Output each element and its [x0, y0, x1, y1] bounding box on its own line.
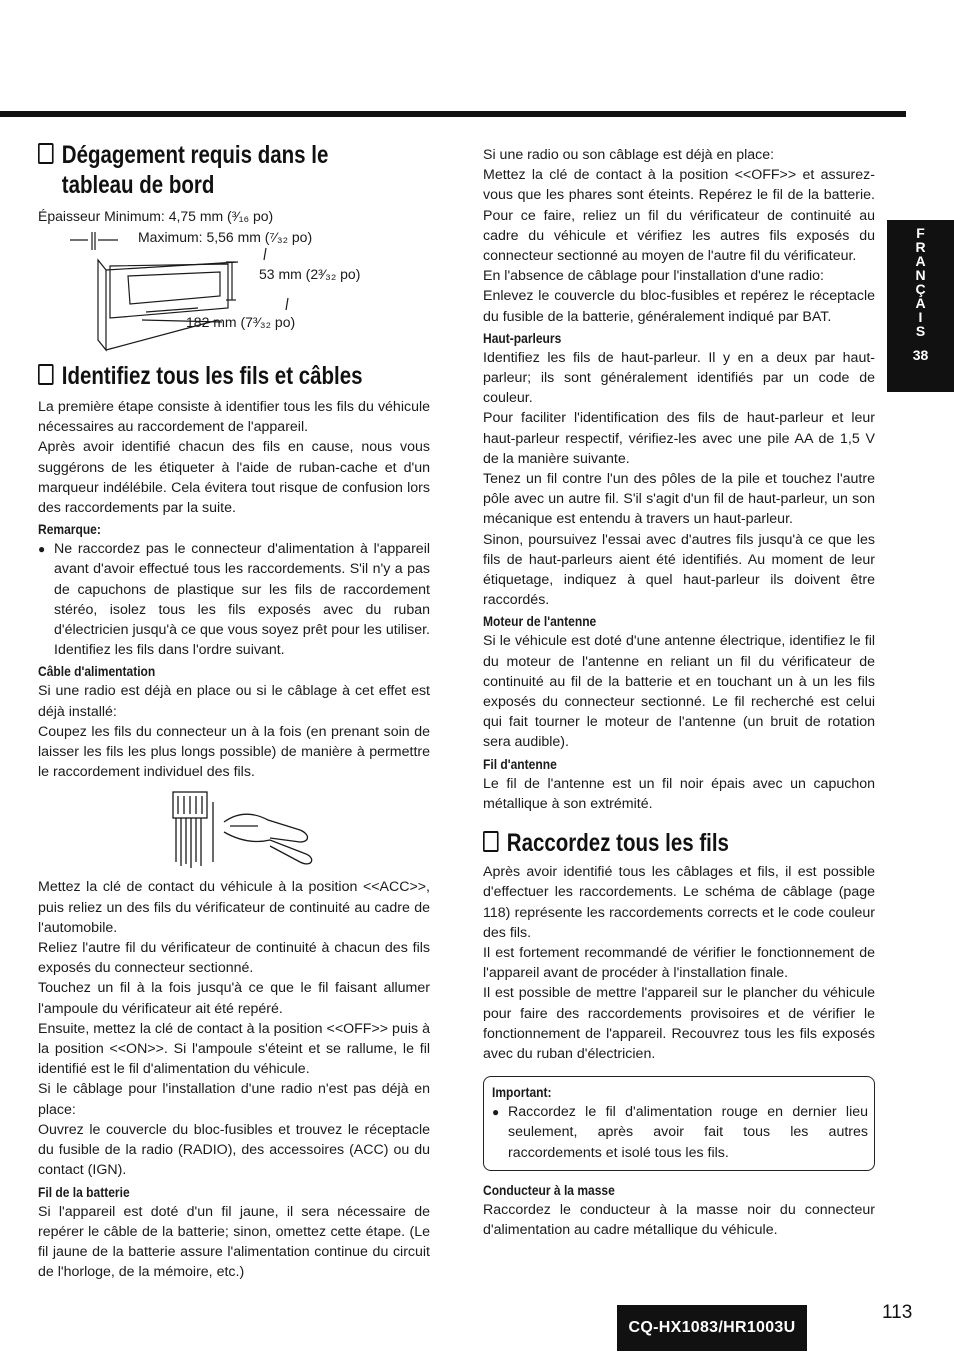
power-cable-heading: Câble d'alimentation	[38, 663, 156, 680]
right-paragraph-4: Enlevez le couvercle du bloc-fusibles et repérez le réceptacle du fusible de la batterie, généralement indiqué par BAT.	[483, 288, 875, 325]
bullet-dot-icon: ●	[492, 1105, 500, 1120]
dashboard-opening-drawing	[38, 200, 430, 355]
important-bullet: ● Raccordez le fil d'alimentation rouge en dernier lieu seulement, après avoir fait tous les autres raccordements et isolé tous les fils.	[492, 1102, 868, 1163]
remark-heading: Remarque:	[38, 521, 101, 538]
top-rule	[0, 111, 906, 117]
speakers-paragraph-4: Sinon, poursuivez l'essai avec d'autres fils jusqu'à ce que les fils de haut-parleurs aient été identifiés. Au moment de leur étiquetage, indiquez à quel haut-parleur ils doivent être raccordés.	[483, 531, 875, 609]
speakers-paragraph-1: Identifiez les fils de haut-parleur. Il y en a deux par haut-parleur; ils sont généralement identifiés par un code de couleur.	[483, 349, 875, 407]
antenna-motor-paragraph: Si le véhicule est doté d'une antenne électrique, identifiez le fil du moteur de l'antenne en reliant un fil du vérificateur de continuité au fil de la batterie et en touchant un à un les fils exposés du connecteur sectionné. Le fil recherché est celui qui fait tourner le moteur de l'antenne (un bruit de rotation sera audible).	[483, 633, 875, 751]
identify-heading: Identifiez tous les fils et câbles	[38, 361, 359, 391]
antenna-wire-heading: Fil d'antenne	[483, 755, 557, 772]
thickness-min-label: Épaisseur Minimum: 4,75 mm (³⁄₁₆ po)	[38, 208, 274, 224]
ground-heading: Conducteur à la masse	[483, 1181, 615, 1198]
acc-paragraph-3: Touchez un fil à la fois jusqu'à ce que le fil faisant allumer l'ampoule du vérificateur ait été repéré.	[38, 980, 430, 1017]
ground-paragraph: Raccordez le conducteur à la masse noir du connecteur d'alimentation au cadre métallique du véhicule.	[483, 1201, 875, 1238]
right-paragraph-1: Si une radio ou son câblage est déjà en place:	[483, 147, 775, 163]
clearance-diagram	[38, 200, 430, 355]
acc-paragraph-2: Reliez l'autre fil du vérificateur de continuité à chacun des fils exposés du connecteur sectionné.	[38, 940, 430, 977]
right-column	[483, 145, 875, 1240]
connect-heading: Raccordez tous les fils	[483, 828, 804, 858]
clearance-heading: Dégagement requis dans le tableau de bord	[38, 140, 423, 200]
remark-bullet: ● Ne raccordez pas le connecteur d'alimentation à l'appareil avant d'avoir effectué tous les raccordements. S'il n'y a pas de capuchons de plastique sur les fils de raccordement stéréo, isolez tous les fils exposés avec du ruban d'électricien jusqu'à ce que vous soyez prêt pour les utiliser. Identifiez les fils dans l'ordre suivant.	[38, 539, 430, 660]
battery-heading: Fil de la batterie	[38, 1183, 130, 1200]
identify-paragraph-1: La première étape consiste à identifier tous les fils du véhicule nécessaires au raccordement de l'appareil.	[38, 399, 430, 436]
left-column	[38, 140, 430, 1282]
speakers-heading: Haut-parleurs	[483, 329, 562, 346]
language-side-tab: F R A N Ç A I S 38	[887, 220, 954, 392]
tools-illustration	[38, 782, 430, 877]
checkbox-icon	[483, 831, 499, 852]
bullet-dot-icon: ●	[38, 542, 46, 557]
identify-paragraph-2: Après avoir identifié chacun des fils en cause, nous vous suggérons de les étiqueter à l'aide de ruban-cache et d'un marqueur indélébile. Cela évitera tout risque de confusion lors des raccordements par la suite.	[38, 439, 430, 517]
checkbox-icon	[38, 364, 54, 385]
side-tab-number: 38	[912, 347, 929, 363]
battery-paragraph-1: Si l'appareil est doté d'un fil jaune, il sera nécessaire de repérer le câble de la batterie; sinon, omettez cette étape. (Le fil jaune de la batterie assure l'alimentation continue du circuit de l'horloge, de la mémoire, etc.)	[38, 1203, 430, 1281]
connect-paragraph-2: Il est fortement recommandé de vérifier le fonctionnement de l'appareil avant de procéder à l'installation finale.	[483, 944, 875, 982]
acc-paragraph-5: Si le câblage pour l'installation d'une radio n'est pas déjà en place:	[38, 1081, 430, 1118]
power-paragraph-1: Si une radio est déjà en place ou si le câblage à cet effet est déjà installé:	[38, 683, 430, 720]
acc-paragraph-6: Ouvrez le couvercle du bloc-fusibles et trouvez le réceptacle du fusible de la radio (RADIO), des accessoires (ACC) ou du contact (IGN).	[38, 1121, 430, 1179]
right-paragraph-3: En l'absence de câblage pour l'installation d'une radio:	[483, 268, 824, 285]
width-label: 182 mm (7³⁄₃₂ po)	[186, 314, 296, 330]
connector-and-pliers-icon	[38, 782, 430, 877]
checkbox-icon	[38, 143, 54, 164]
antenna-motor-heading: Moteur de l'antenne	[483, 613, 597, 630]
speakers-paragraph-2: Pour faciliter l'identification des fils de haut-parleur et leur haut-parleur respectif, vérifiez-les avec une pile AA de 1,5 V de la manière suivante.	[483, 410, 875, 467]
power-paragraph-2: Coupez les fils du connecteur un à la fois (en prenant soin de laisser les fils les plus longs possible) de manière à permettre le raccordement individuel des fils.	[38, 723, 430, 781]
acc-paragraph-4: Ensuite, mettez la clé de contact à la position <<OFF>> puis à la position <<ON>>. Si l'ampoule s'éteint et se rallume, le fil identifié est le fil d'alimentation du véhicule.	[38, 1020, 430, 1078]
right-paragraph-2: Mettez la clé de contact à la position <<OFF>> et assurez-vous que les phares sont éteints. Repérez le fil de la batterie. Pour ce faire, reliez un fil du vérificateur de continuité au cadre du véhicule et vérifiez les autres fils exposés du connecteur sectionné au moyen de l'autre fil du vérificateur.	[483, 167, 875, 265]
antenna-wire-paragraph: Le fil de l'antenne est un fil noir épais avec un capuchon métallique à son extrémité.	[483, 775, 875, 812]
speakers-paragraph-3: Tenez un fil contre l'un des pôles de la pile et touchez l'autre pôle avec un autre fil. S'il s'agit d'un fil de haut-parleur, un son mécanique est entendu à travers un haut-parleur.	[483, 471, 875, 528]
height-label: 53 mm (2³⁄₃₂ po)	[259, 266, 361, 282]
important-notice	[483, 1076, 875, 1171]
connect-paragraph-1: Après avoir identifié tous les câblages et fils, il est possible d'effectuer les raccordements. Le schéma de câblage (page 118) représente les raccordements corrects et le code couleur des fils.	[483, 864, 875, 941]
important-heading: Important:	[492, 1084, 552, 1101]
thickness-max-label: Maximum: 5,56 mm (⁷⁄₃₂ po)	[138, 229, 313, 245]
acc-paragraph-1: Mettez la clé de contact du véhicule à la position <<ACC>>, puis reliez un des fils du vérificateur de continuité au cadre de l'automobile.	[38, 879, 430, 936]
connect-paragraph-3: Il est possible de mettre l'appareil sur le plancher du véhicule pour faire des raccordements provisoires et de vérifier le fonctionnement de l'appareil. Recouvrez tous les fils exposés avec du ruban d'électricien.	[483, 985, 875, 1062]
model-label: CQ-HX1083/HR1003U	[617, 1305, 807, 1351]
page-number: 113	[882, 1302, 913, 1323]
